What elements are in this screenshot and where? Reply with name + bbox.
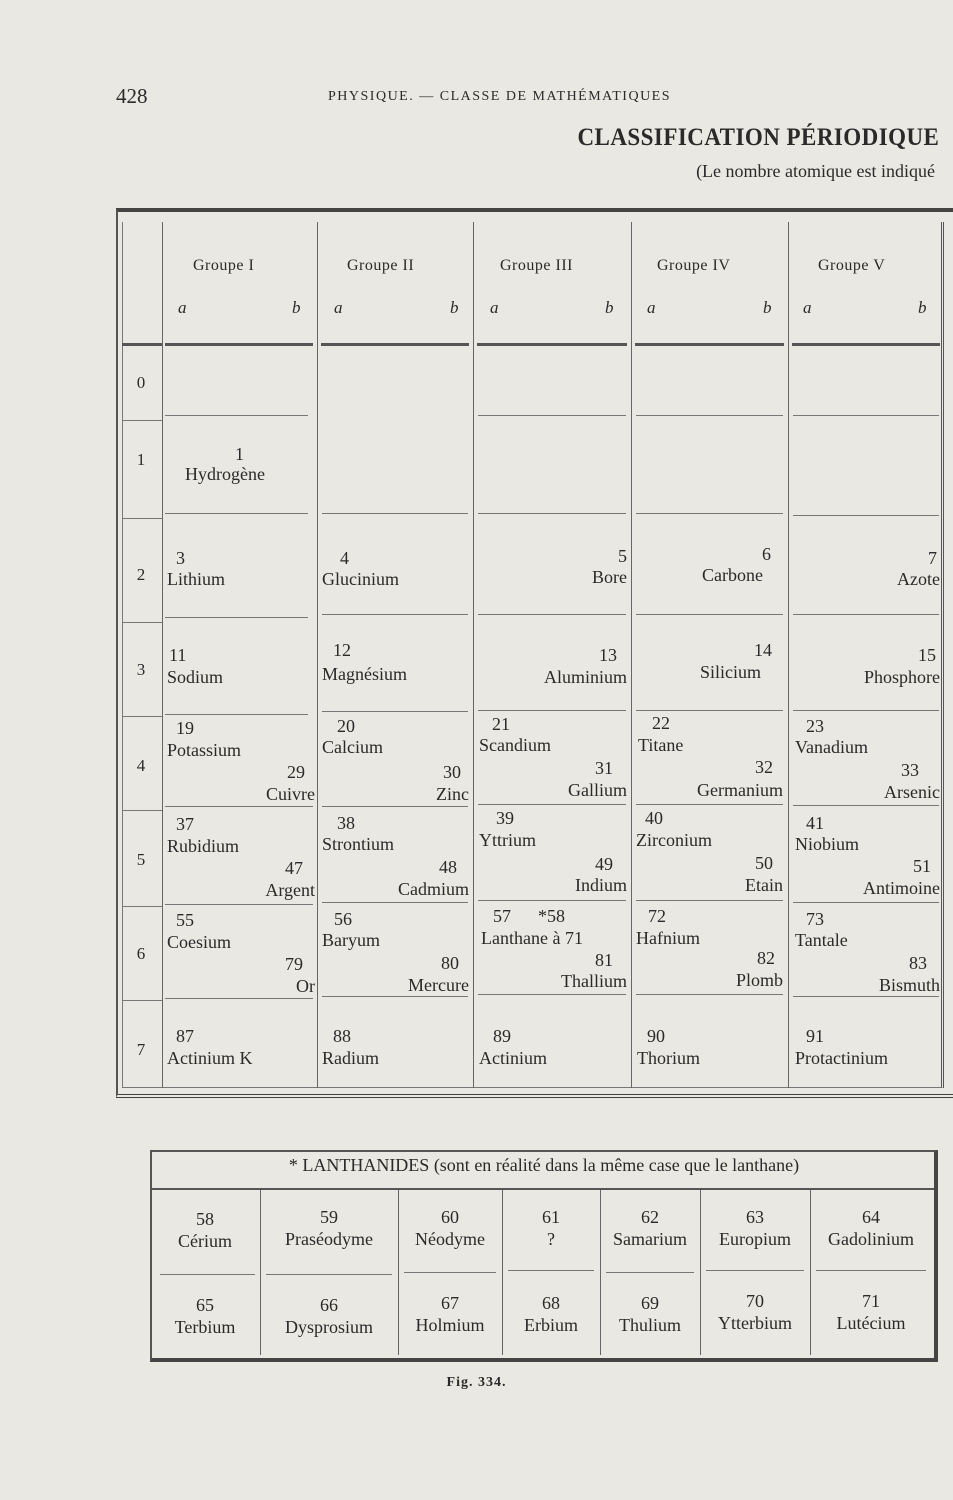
row-rule: [636, 804, 783, 805]
element-number: 47: [285, 858, 303, 878]
element-name: Magnésium: [322, 664, 407, 684]
period-label: 4: [136, 756, 146, 775]
element-number: 39: [496, 808, 514, 828]
header-rule: [165, 343, 313, 346]
lanthanide-cell: [812, 1206, 930, 1250]
lanthanide-cell: [504, 1206, 598, 1250]
element-name: Antimoine: [863, 878, 940, 898]
element-name: Argent: [265, 880, 315, 900]
row-rule: [636, 994, 783, 995]
row-rule: [122, 622, 162, 623]
lanthanides-row-rule: [508, 1270, 594, 1271]
lanthanide-cell: [812, 1290, 930, 1334]
subgroup-b: b: [763, 298, 772, 317]
row-rule: [478, 614, 626, 615]
element-name: Praséodyme: [285, 1229, 373, 1249]
lanthanides-row-rule: [160, 1274, 255, 1275]
lanthanides-row-rule: [606, 1272, 694, 1273]
element-number: 12: [333, 640, 351, 660]
row-rule: [165, 415, 308, 416]
figure-caption: Fig. 334.: [446, 1375, 507, 1390]
col-divider: [317, 222, 318, 1088]
lanthanides-col-divider: [810, 1190, 811, 1355]
element-number: 19: [176, 718, 194, 738]
element-number: 69: [641, 1293, 659, 1313]
row-rule: [636, 415, 783, 416]
element-name: Yttrium: [479, 830, 536, 850]
element-number: 30: [443, 762, 461, 782]
row-rule: [322, 711, 468, 712]
row-rule: [478, 900, 626, 901]
element-name: Calcium: [322, 737, 383, 757]
element-number: 13: [599, 645, 617, 665]
group-header: Groupe II: [347, 257, 415, 274]
element-name: Lithium: [167, 569, 225, 589]
lanthanides-row-rule: [816, 1270, 926, 1271]
element-number: 11: [169, 645, 187, 665]
row-rule: [793, 415, 939, 416]
element-number: 71: [862, 1291, 880, 1311]
element-number: 4: [340, 548, 349, 568]
row-rule: [636, 513, 783, 514]
element-name: Sodium: [167, 667, 224, 687]
row-rule: [122, 420, 162, 421]
element-number: 31: [595, 758, 613, 778]
element-number: 15: [918, 645, 936, 665]
element-number: 59: [320, 1207, 338, 1227]
row-rule: [793, 515, 939, 516]
row-rule: [478, 994, 626, 995]
row-rule: [165, 513, 308, 514]
element-number: 87: [176, 1026, 194, 1046]
col-divider: [788, 222, 789, 1088]
subgroup-a: a: [803, 298, 812, 317]
element-number: 82: [757, 948, 775, 968]
lanthanide-cell: [702, 1290, 808, 1334]
lanthanides-row-rule: [404, 1272, 496, 1273]
element-name: Protactinium: [795, 1048, 888, 1068]
lanthanide-cell: [600, 1206, 700, 1250]
row-rule: [122, 716, 162, 717]
element-name: Strontium: [322, 834, 395, 854]
element-name: Lutécium: [836, 1313, 906, 1333]
element-number: 33: [901, 760, 919, 780]
row-rule: [478, 804, 626, 805]
lanthanides-row-rule: [706, 1270, 804, 1271]
row-rule: [165, 617, 308, 618]
element-number: 63: [746, 1207, 764, 1227]
group-header: Groupe V: [818, 257, 886, 274]
subgroup-a: a: [647, 298, 656, 317]
row-rule: [478, 513, 626, 514]
element-number: 5: [618, 546, 627, 566]
element-number: 83: [909, 953, 927, 973]
element-name: Cuivre: [266, 784, 315, 804]
lanthanide-cell: [152, 1294, 258, 1338]
element-name: Mercure: [408, 975, 469, 995]
col-divider: [162, 222, 163, 1088]
element-name: Holmium: [415, 1315, 485, 1335]
subgroup-b: b: [918, 298, 927, 317]
period-label: 1: [136, 450, 146, 469]
running-head: PHYSIQUE. — CLASSE DE MATHÉMATIQUES: [328, 89, 672, 104]
element-number: 60: [441, 1207, 459, 1227]
element-number: 14: [754, 640, 772, 660]
lanthanides-row-rule: [266, 1274, 392, 1275]
element-number: 20: [337, 716, 355, 736]
element-number: 41: [806, 813, 824, 833]
element-number: 90: [647, 1026, 665, 1046]
element-number: 67: [441, 1293, 459, 1313]
element-number: 91: [806, 1026, 824, 1046]
element-number: 1: [235, 444, 244, 464]
element-number: 38: [337, 813, 355, 833]
lanthanide-cell: [262, 1206, 396, 1250]
lanthanide-cell: [400, 1292, 500, 1336]
row-rule: [122, 810, 162, 811]
element-number: 48: [439, 857, 457, 877]
period-label: 0: [136, 373, 146, 392]
element-number: 88: [333, 1026, 351, 1046]
element-name: Erbium: [524, 1315, 578, 1335]
lanthanide-cell: [262, 1294, 396, 1338]
row-rule: [478, 415, 626, 416]
period-label: 6: [136, 944, 146, 963]
element-number: 80: [441, 953, 459, 973]
element-name: Gallium: [568, 780, 627, 800]
element-name: Plomb: [735, 970, 783, 990]
period-label: 5: [136, 850, 146, 869]
element-number: 89: [493, 1026, 511, 1046]
row-rule: [636, 614, 783, 615]
element-number: 66: [320, 1295, 338, 1315]
row-rule: [322, 996, 468, 997]
element-number: 57 *58: [493, 906, 565, 926]
subgroup-b: b: [292, 298, 301, 317]
element-number: 65: [196, 1295, 214, 1315]
element-number: 58: [196, 1209, 214, 1229]
element-name: Indium: [575, 875, 627, 895]
element-name: Cérium: [178, 1231, 232, 1251]
element-name: Silicium: [700, 662, 762, 682]
period-label: 7: [136, 1040, 146, 1059]
element-name: Cadmium: [398, 879, 469, 899]
element-number: 64: [862, 1207, 880, 1227]
subgroup-a: a: [178, 298, 187, 317]
row-rule: [322, 614, 468, 615]
row-rule: [165, 998, 313, 999]
element-number: 61: [542, 1207, 560, 1227]
lanthanide-cell: [504, 1292, 598, 1336]
element-name: Actinium K: [167, 1048, 253, 1068]
element-number: 79: [285, 954, 303, 974]
header-rule: [477, 343, 627, 346]
element-number: 55: [176, 910, 194, 930]
element-number: 29: [287, 762, 305, 782]
element-name: Arsenic: [884, 782, 940, 802]
element-number: 49: [595, 854, 613, 874]
row-rule: [122, 1000, 162, 1001]
periodic-table-inner-frame: [122, 222, 944, 1088]
subgroup-b: b: [605, 298, 614, 317]
lanthanides-col-divider: [502, 1190, 503, 1355]
lanthanides-col-divider: [398, 1190, 399, 1355]
element-name: Phosphore: [864, 667, 940, 687]
element-name: Coesium: [167, 932, 232, 952]
lanthanides-col-divider: [260, 1190, 261, 1355]
element-number: 37: [176, 814, 194, 834]
element-name: Hafnium: [636, 928, 700, 948]
lanthanide-cell: [152, 1208, 258, 1252]
element-number: 40: [645, 808, 663, 828]
element-name: Radium: [322, 1048, 379, 1068]
element-name: Germanium: [697, 780, 783, 800]
group-header: Groupe IV: [657, 257, 731, 274]
element-name: Bore: [592, 567, 627, 587]
header-rule: [321, 343, 469, 346]
lanthanides-col-divider: [700, 1190, 701, 1355]
element-number: 32: [755, 757, 773, 777]
element-name: Actinium: [479, 1048, 547, 1068]
header-rule: [122, 343, 162, 346]
element-name: Etain: [745, 875, 783, 895]
row-rule: [793, 614, 939, 615]
element-name: Samarium: [613, 1229, 687, 1249]
row-rule: [165, 806, 313, 807]
element-name: Thorium: [637, 1048, 700, 1068]
row-rule: [793, 902, 939, 903]
row-rule: [165, 904, 313, 905]
row-rule: [793, 710, 939, 711]
header-rule: [792, 343, 940, 346]
period-label: 2: [136, 565, 146, 584]
element-name: Tantale: [795, 930, 848, 950]
element-number: 3: [176, 548, 185, 568]
element-name: Niobium: [795, 834, 860, 854]
element-number: 51: [913, 856, 931, 876]
period-label: 3: [136, 660, 146, 679]
element-name: Aluminium: [543, 667, 627, 687]
element-name: Ytterbium: [718, 1313, 792, 1333]
element-name: Azote: [897, 569, 940, 589]
element-number: 81: [595, 950, 613, 970]
element-number: 21: [492, 714, 510, 734]
row-rule: [636, 710, 783, 711]
element-name: Europium: [719, 1229, 791, 1249]
element-name: Vanadium: [795, 737, 868, 757]
element-name: Zirconium: [636, 830, 712, 850]
row-rule: [122, 518, 162, 519]
element-name: Zinc: [436, 784, 469, 804]
element-number: 68: [542, 1293, 560, 1313]
group-header: Groupe I: [193, 257, 255, 274]
row-rule: [322, 806, 468, 807]
element-number: 50: [755, 853, 773, 873]
element-number: 73: [806, 909, 824, 929]
element-name: Lanthane à 71: [481, 928, 583, 948]
element-name: Thulium: [619, 1315, 681, 1335]
lanthanide-cell: [400, 1206, 500, 1250]
element-name: Néodyme: [415, 1229, 485, 1249]
row-rule: [793, 996, 939, 997]
lanthanide-cell: [600, 1292, 700, 1336]
element-name: Or: [296, 976, 315, 996]
element-name: Baryum: [322, 930, 380, 950]
row-rule: [122, 906, 162, 907]
element-name: Thallium: [561, 971, 627, 991]
row-rule: [478, 710, 626, 711]
row-rule: [636, 900, 783, 901]
element-number: 70: [746, 1291, 764, 1311]
element-number: 22: [652, 713, 670, 733]
col-divider: [631, 222, 632, 1088]
element-name: Rubidium: [167, 836, 240, 856]
lanthanides-rule: [152, 1188, 934, 1190]
element-name: Gadolinium: [828, 1229, 914, 1249]
element-name: Hydrogène: [185, 464, 265, 484]
element-number: 7: [928, 548, 937, 568]
row-rule: [793, 805, 939, 806]
subgroup-b: b: [450, 298, 459, 317]
page-title: CLASSIFICATION PÉRIODIQUE: [577, 124, 939, 151]
row-rule: [165, 714, 308, 715]
element-name: Titane: [638, 735, 684, 755]
element-name: Bismuth: [878, 975, 940, 995]
element-name: Dysprosium: [284, 1317, 373, 1337]
group-header: Groupe III: [500, 257, 573, 274]
lanthanide-cell: [702, 1206, 808, 1250]
element-number: 23: [806, 716, 824, 736]
row-rule: [322, 513, 468, 514]
element-name: Carbone: [702, 565, 763, 585]
element-name: Scandium: [479, 735, 551, 755]
subgroup-a: a: [490, 298, 499, 317]
page-subtitle: (Le nombre atomique est indiqué: [696, 161, 935, 181]
row-rule: [322, 902, 468, 903]
element-number: 72: [648, 906, 666, 926]
page-number: 428: [116, 84, 148, 108]
element-number: 62: [641, 1207, 659, 1227]
subgroup-a: a: [334, 298, 343, 317]
lanthanides-heading: * LANTHANIDES (sont en réalité dans la même case que le lanthane): [288, 1155, 800, 1175]
col-divider: [473, 222, 474, 1088]
element-number: 56: [334, 909, 352, 929]
element-name: ?: [547, 1229, 555, 1249]
element-name: Glucinium: [322, 569, 399, 589]
element-name: Terbium: [174, 1317, 236, 1337]
element-name: Potassium: [167, 740, 242, 760]
header-rule: [635, 343, 784, 346]
element-number: 6: [762, 544, 771, 564]
